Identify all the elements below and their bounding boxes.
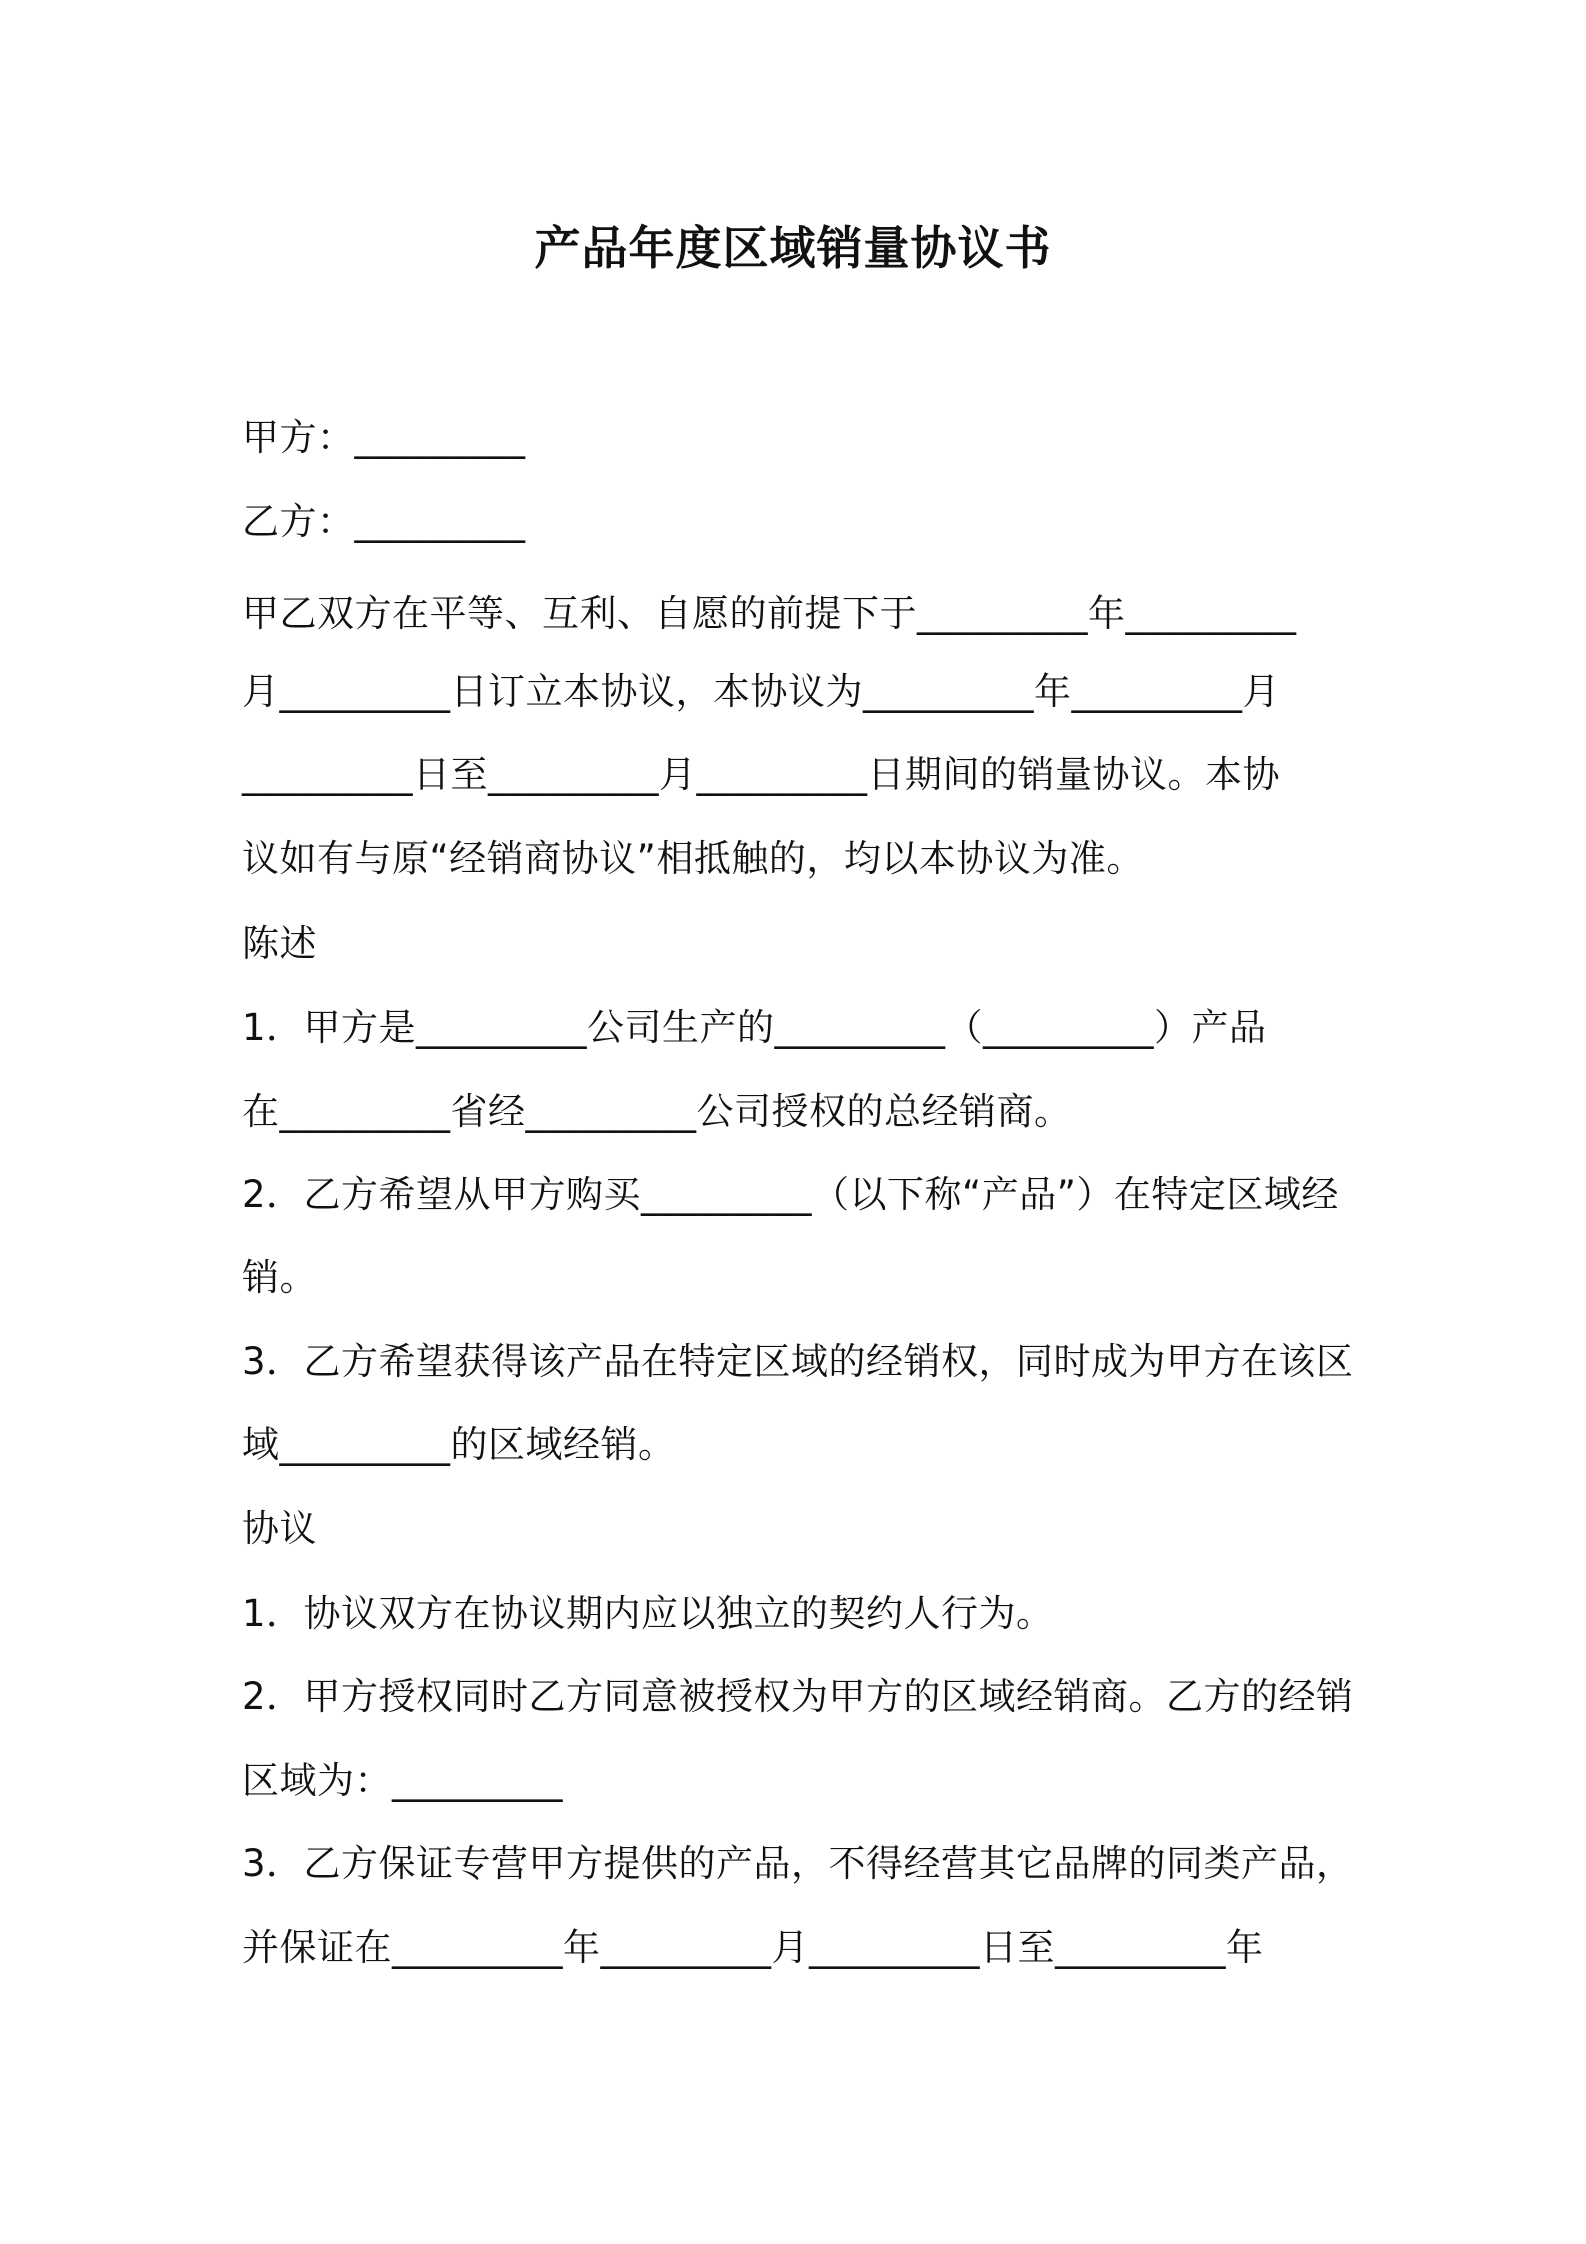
statement-item-line: 3．乙方希望获得该产品在特定区域的经销权，同时成为甲方在该区 xyxy=(242,1340,1354,1383)
party-a-line: 甲方：_________ xyxy=(242,416,526,459)
statement-item-line: 1．甲方是_________公司生产的_________（_________）产品 xyxy=(242,1006,1267,1049)
statement-item-line: 销。 xyxy=(242,1256,317,1299)
preamble-line: 月_________日订立本协议，本协议为_________年_________月 xyxy=(242,670,1280,713)
preamble-line: 甲乙双方在平等、互利、自愿的前提下于_________年_________ xyxy=(242,592,1297,635)
agreement-item-line: 并保证在_________年_________月_________日至_________年 xyxy=(242,1926,1264,1969)
agreement-item-line: 3．乙方保证专营甲方提供的产品，不得经营其它品牌的同类产品， xyxy=(242,1842,1354,1885)
statement-item-line: 域_________的区域经销。 xyxy=(242,1423,676,1466)
party-b-line: 乙方：_________ xyxy=(242,500,526,543)
statement-item-line: 2．乙方希望从甲方购买_________（以下称“产品”）在特定区域经 xyxy=(242,1173,1339,1216)
document-title: 产品年度区域销量协议书 xyxy=(534,221,1052,275)
agreement-item-line: 2．甲方授权同时乙方同意被授权为甲方的区域经销商。乙方的经销 xyxy=(242,1675,1354,1718)
statement-item-line: 在_________省经_________公司授权的总经销商。 xyxy=(242,1090,1072,1133)
preamble-line: _________日至_________月_________日期间的销量协议。本协 xyxy=(242,753,1280,796)
preamble-line: 议如有与原“经销商协议”相抵触的，均以本协议为准。 xyxy=(242,837,1144,880)
agreement-item-line: 1．协议双方在协议期内应以独立的契约人行为。 xyxy=(242,1592,1054,1635)
section-heading-statement: 陈述 xyxy=(242,922,317,965)
agreement-item-line: 区域为：_________ xyxy=(242,1759,563,1802)
section-heading-agreement: 协议 xyxy=(242,1507,317,1550)
